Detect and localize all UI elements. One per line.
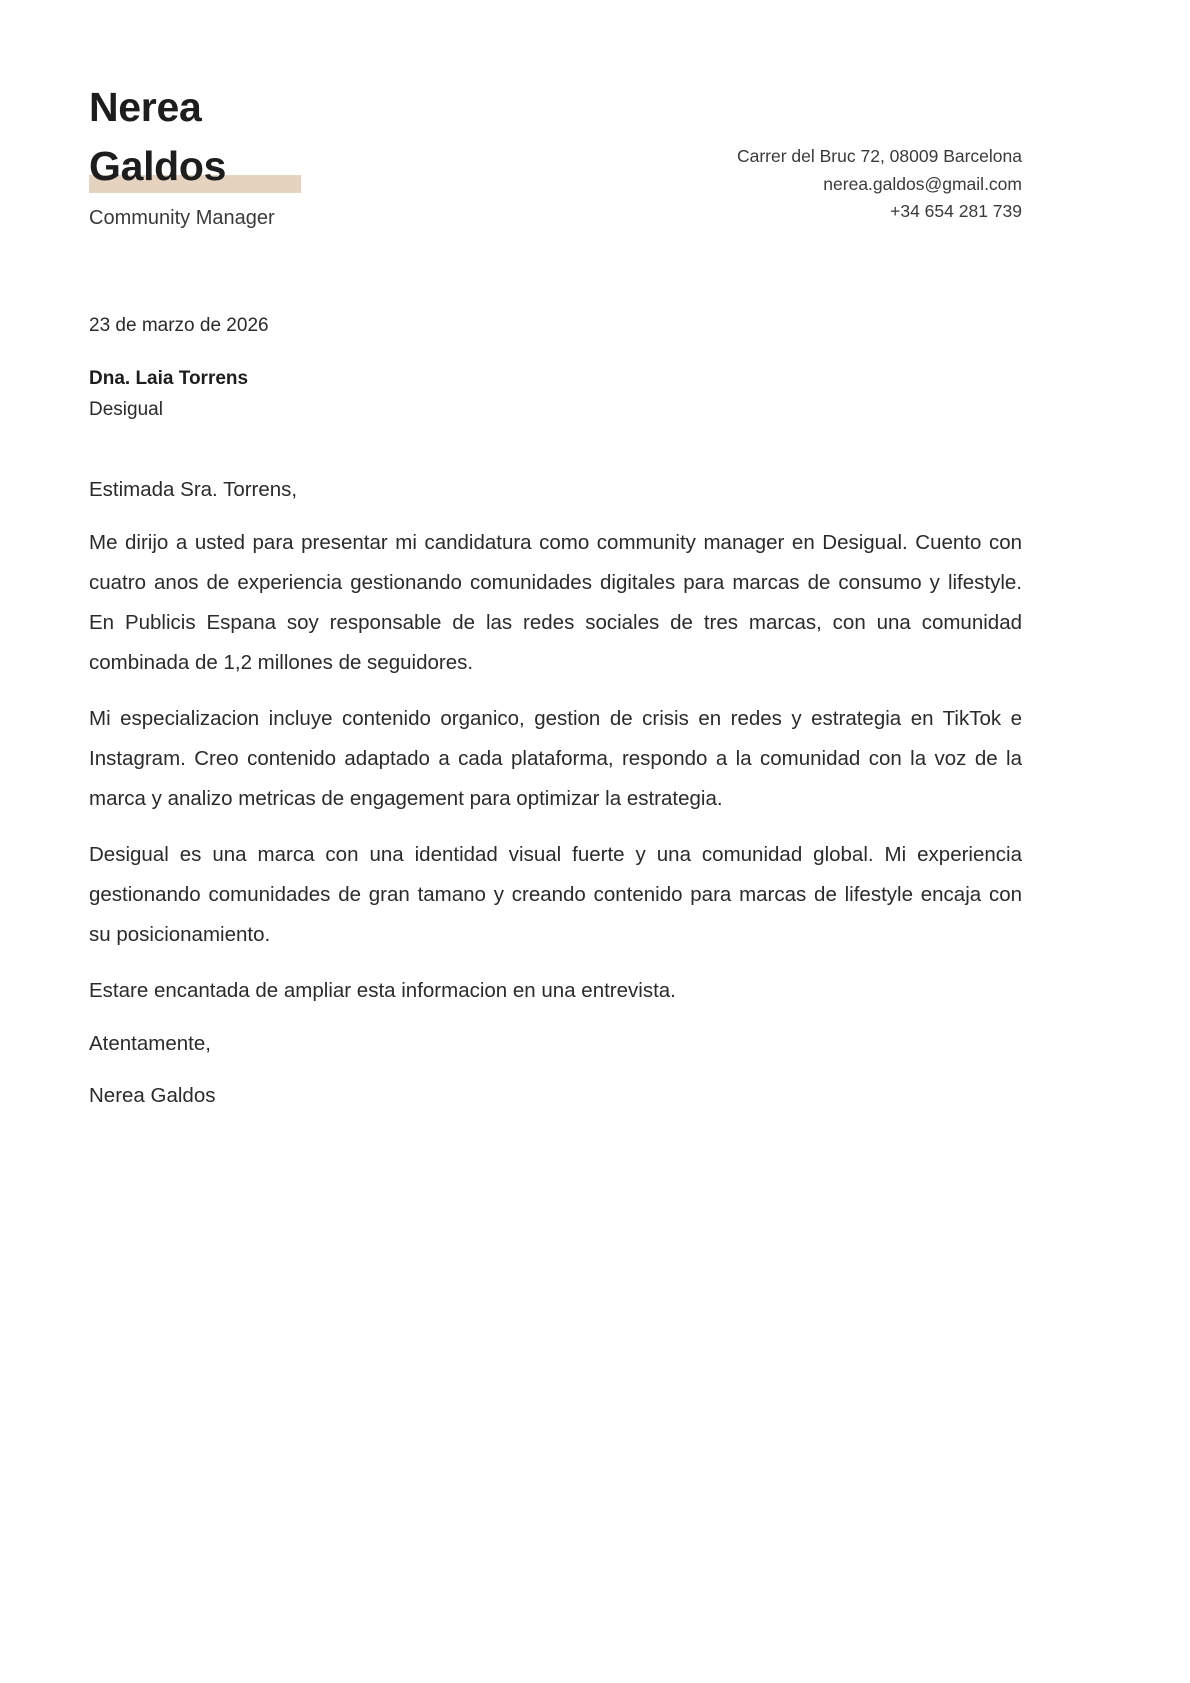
contact-block [737, 143, 1022, 226]
letter-header [89, 0, 1022, 238]
letter-meta [89, 313, 1022, 423]
contact-phone[interactable]: +34 654 281 739 [890, 201, 1022, 221]
recipient-name: Dna. Laia Torrens [89, 368, 249, 389]
body-paragraph: Mi especializacion incluye contenido organico, gestion de crisis en redes y estrategia en TikTok e Instagram. Creo contenido adaptado a cada plataforma, respondo a la comunidad con la voz de la marca y analizo metricas de engagement para optimizar la estrategia. [89, 707, 1022, 810]
name-last-line [89, 137, 275, 196]
salutation: Estimada Sra. Torrens, [89, 478, 298, 501]
letter-date: 23 de marzo de 2026 [89, 315, 269, 336]
body-paragraph: Estare encantada de ampliar esta informacion en una entrevista. [89, 979, 676, 1002]
name-first-line [89, 78, 275, 137]
contact-address: Carrer del Bruc 72, 08009 Barcelona [736, 146, 1022, 166]
body-paragraph: Me dirijo a usted para presentar mi candidatura como community manager en Desigual. Cuento con cuatro anos de experiencia gestionando comunidades digitales para marcas de consumo y lifestyle. En Publicis Espana soy responsable de las redes sociales de tres marcas, con una comunidad combinada de 1,2 millones de seguidores. [89, 531, 1022, 674]
identity-block [89, 78, 275, 231]
first-name: Nerea [89, 84, 202, 130]
closing: Atentamente, [89, 1032, 211, 1055]
last-name: Galdos [89, 143, 227, 189]
letter-body [89, 473, 1022, 1113]
contact-email[interactable]: nerea.galdos@gmail.com [823, 173, 1022, 194]
signature-name: Nerea Galdos [89, 1084, 216, 1107]
body-paragraph: Desigual es una marca con una identidad visual fuerte y una comunidad global. Mi experiencia gestionando comunidades de gran tamano y creando contenido para marcas de lifestyle encaja con su posicionamiento. [89, 843, 1022, 946]
job-title: Community Manager [89, 207, 275, 229]
recipient-organization: Desigual [89, 399, 163, 420]
letter-sheet [89, 0, 1022, 1113]
